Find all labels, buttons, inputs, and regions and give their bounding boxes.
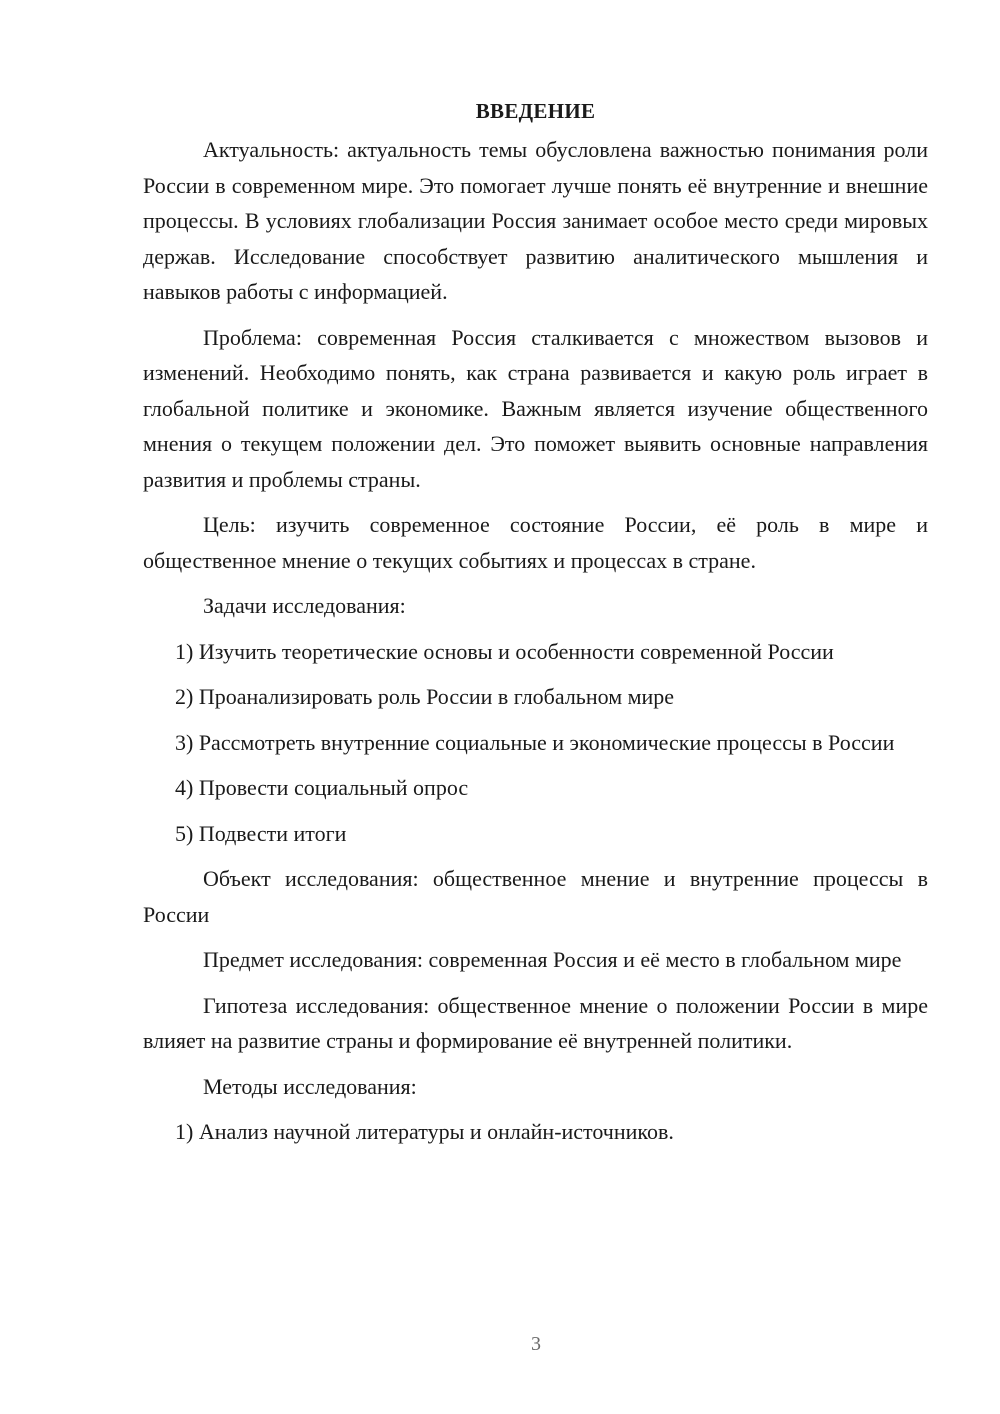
- list-item: 2) Проанализировать роль России в глобальном мире: [175, 684, 675, 709]
- list-item: 5) Подвести итоги: [175, 820, 347, 846]
- tasks-list: [143, 634, 928, 852]
- methods-list: [143, 1114, 928, 1150]
- page-number: 3: [531, 1333, 541, 1355]
- goal-paragraph: Цель: изучить современное состояние России, её роль в мире и общественное мнение о текущих событиях и процессах в стране.: [143, 512, 928, 573]
- relevance-paragraph: Актуальность: актуальность темы обусловлена важностью понимания роли России в современном мире. Это помогает лучше понять её внутренние и внешние процессы. В условиях глобализации Россия занимает особое место среди мировых держав. Исследование способствует развитию аналитического мышления и навыков работы с информацией.: [143, 137, 928, 304]
- object-paragraph: Объект исследования: общественное мнение и внутренние процессы в России: [143, 866, 928, 927]
- problem-paragraph: Проблема: современная Россия сталкивается с множеством вызовов и изменений. Необходимо понять, как страна развивается и какую роль играет в глобальной политике и экономике. Важным является изучение общественного мнения о текущем положении дел. Это поможет выявить основные направления развития и проблемы страны.: [143, 324, 928, 492]
- document-page: [143, 92, 928, 1160]
- methods-heading: Методы исследования:: [203, 1073, 417, 1099]
- page-title: ВВЕДЕНИЕ: [475, 99, 596, 123]
- hypothesis-paragraph: Гипотеза исследования: общественное мнение о положении России в мире влияет на развитие страны и формирование её внутренней политики.: [143, 992, 928, 1053]
- subject-paragraph: Предмет исследования: современная Россия и её место в глобальном мире: [203, 947, 902, 972]
- list-item: 1) Изучить теоретические основы и особенности современной России: [175, 638, 834, 664]
- list-item: 4) Провести социальный опрос: [175, 775, 469, 800]
- list-item: 1) Анализ научной литературы и онлайн-источников.: [175, 1119, 674, 1144]
- tasks-heading: Задачи исследования:: [203, 593, 406, 618]
- list-item: 3) Рассмотреть внутренние социальные и экономические процессы в России: [175, 729, 895, 755]
